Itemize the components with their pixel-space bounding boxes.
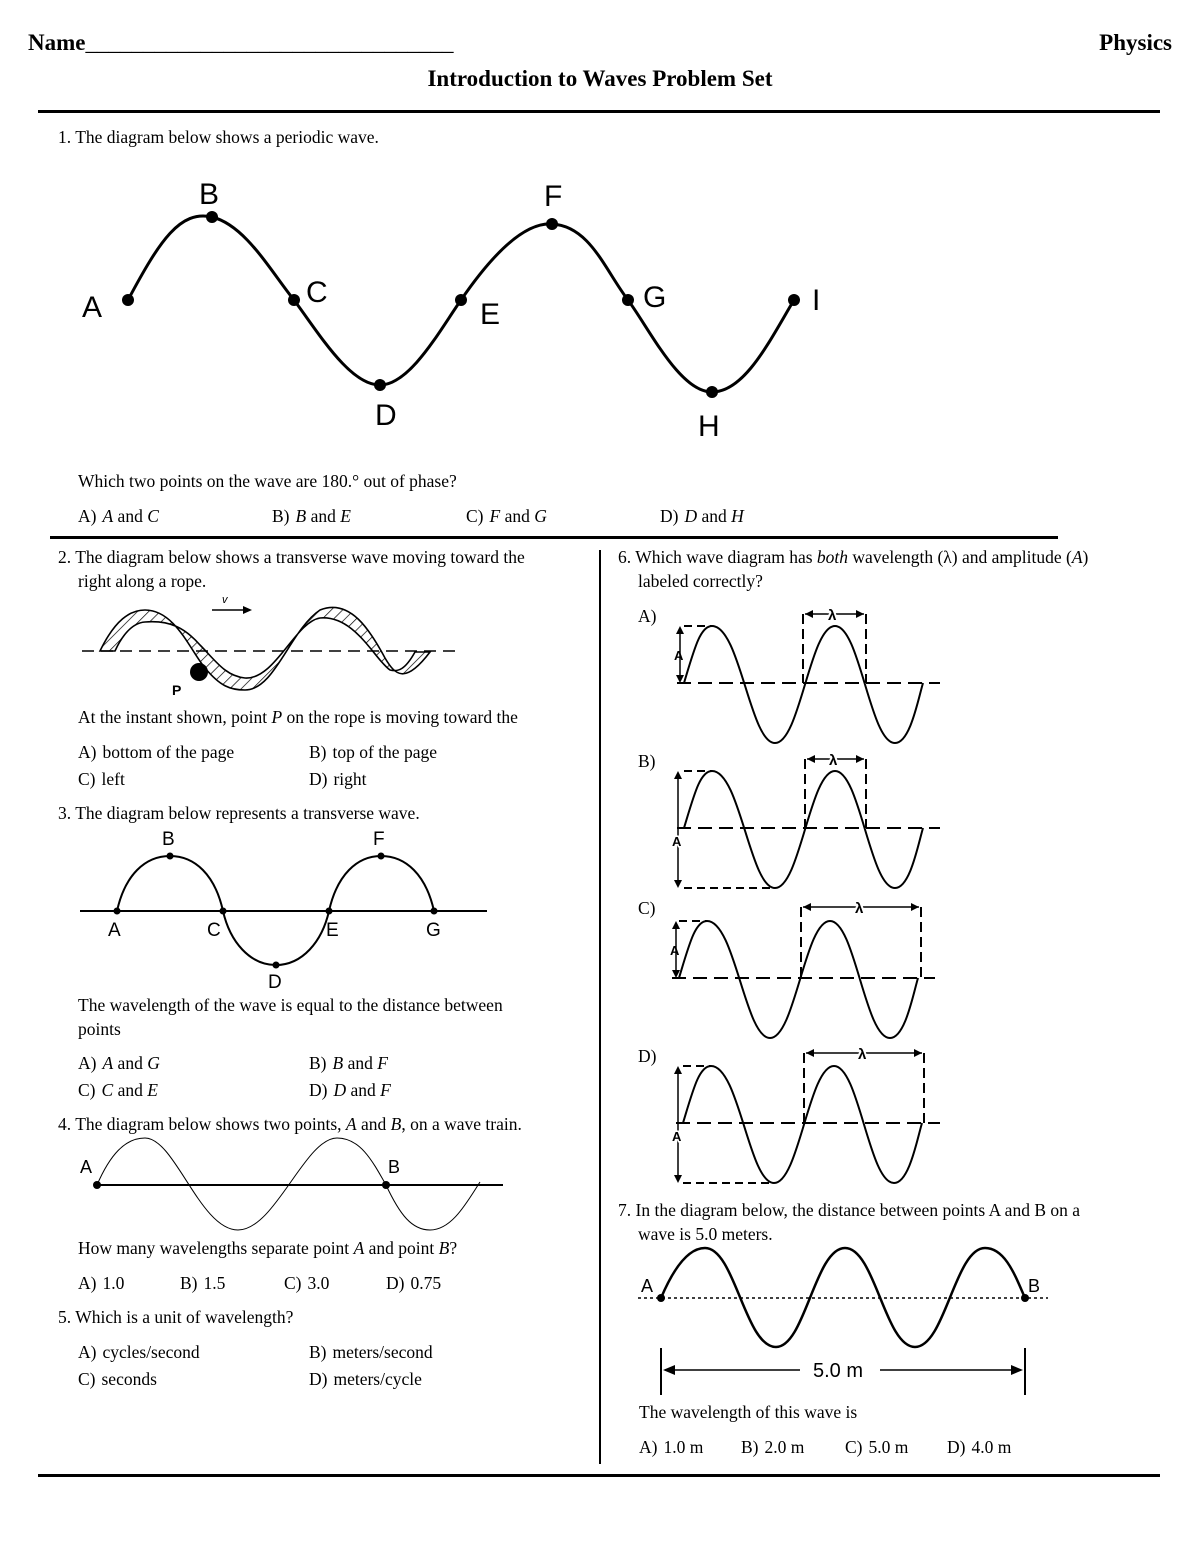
q6-option-d-lambda: λ [858,1046,867,1063]
q7-stem: 7. In the diagram below, the distance between points A and B on a wave is 5.0 meters. [618,1200,1081,1244]
q2-question: At the instant shown, point P on the rope is moving toward the [78,707,518,727]
q1-point-d [374,379,386,391]
q1-label-f: F [544,180,563,213]
q1-choice-c[interactable]: C) F and G [466,506,547,526]
q2-choice-d[interactable]: D) right [309,769,367,789]
q1-choice-a[interactable]: A) A and C [78,506,159,526]
q1-question: Which two points on the wave are 180.° out of phase? [78,471,457,491]
page-title: Introduction to Waves Problem Set [427,66,773,91]
q1-wave-diagram [0,0,1200,460]
q1-point-f [546,218,558,230]
q1-choice-d[interactable]: D) D and H [660,506,744,526]
q7-choice-c[interactable]: C) 5.0 m [845,1437,909,1457]
subject-label: Physics [1099,30,1172,55]
name-blank: ________________________________ [85,30,454,55]
q3-label-g: G [426,920,441,941]
q3-choice-a[interactable]: A) A and G [78,1053,160,1073]
q4-stem: 4. The diagram below shows two points, A and B, on a wave train. [58,1114,522,1134]
q6-option-a-lambda: λ [828,607,837,624]
q4-label-a: A [80,1157,93,1177]
q2-label-p: P [172,682,182,698]
q3-choice-d[interactable]: D) D and F [309,1080,391,1100]
q5-stem: 5. Which is a unit of wavelength? [58,1307,294,1327]
q7-choice-d[interactable]: D) 4.0 m [947,1437,1012,1457]
q1-point-g [622,294,634,306]
q3-label-c: C [207,920,221,941]
q1-label-h: H [698,410,720,443]
q3-label-d: D [268,972,282,993]
q5-choice-d[interactable]: D) meters/cycle [309,1369,422,1389]
q2-choice-b[interactable]: B) top of the page [309,742,437,762]
q5-choice-b[interactable]: B) meters/second [309,1342,433,1362]
q1-label-d: D [375,399,397,432]
q6-option-b-lambda: λ [829,752,838,769]
q7-wave-diagram [0,1240,1041,1400]
q7-label-a: A [641,1276,654,1296]
q3-question: The wavelength of the wave is equal to the distance between points [78,995,503,1039]
q2-stem: 2. The diagram below shows a transverse wave moving toward the right along a rope. [58,547,525,591]
q1-rule [50,536,1058,539]
q7-choice-b[interactable]: B) 2.0 m [741,1437,805,1457]
q3-label-a: A [108,920,121,941]
q1-points [122,211,800,398]
q7-distance-label: 5.0 m [813,1360,864,1382]
q6-stem: 6. Which wave diagram has both wavelength (λ) and amplitude (A) labeled correctly? [618,547,1089,591]
q6-option-b-label[interactable]: B) [638,751,656,771]
q1-label-i: I [812,284,821,317]
q4-choice-b[interactable]: B) 1.5 [180,1273,226,1293]
q5-choice-a[interactable]: A) cycles/second [78,1342,200,1362]
q3-label-e: E [326,920,339,941]
q6-option-b-amp: A [672,834,682,849]
q6-option-d-label[interactable]: D) [638,1046,657,1066]
q1-point-b [206,211,218,223]
q5-choice-c[interactable]: C) seconds [78,1369,157,1389]
q1-point-e [455,294,467,306]
q2-choice-a[interactable]: A) bottom of the page [78,742,235,762]
q6-option-b-diagram[interactable] [0,745,838,895]
q4-label-b: B [388,1157,401,1177]
q4-question: How many wavelengths separate point A and point B? [78,1238,458,1258]
q1-label-b: B [199,178,220,211]
q6-option-c-lambda: λ [855,900,864,917]
q7-question: The wavelength of this wave is [639,1402,858,1422]
q2-choice-c[interactable]: C) left [78,769,125,789]
q7-choice-a[interactable]: A) 1.0 m [639,1437,704,1457]
q6-option-c-diagram[interactable] [0,895,864,1045]
q3-stem: 3. The diagram below represents a transverse wave. [58,803,420,823]
q6-option-d-amp: A [672,1129,682,1144]
q7-point-a [657,1294,665,1302]
q2-velocity-label: v [222,594,228,606]
q6-option-c-label[interactable]: C) [638,898,656,918]
q1-label-g: G [643,281,667,314]
q6-option-d-diagram[interactable] [0,1040,867,1190]
q1-point-i [788,294,800,306]
q6-option-c-amp: A [670,943,680,958]
q3-choice-b[interactable]: B) B and F [309,1053,388,1073]
q1-choice-b[interactable]: B) B and E [272,506,351,526]
q4-choice-c[interactable]: C) 3.0 [284,1273,330,1293]
footer-rule [38,1474,1160,1477]
q1-point-c [288,294,300,306]
q1-label-e: E [480,298,501,331]
q4-choice-a[interactable]: A) 1.0 [78,1273,125,1293]
q7-label-b: B [1028,1276,1041,1296]
q3-label-f: F [373,829,385,850]
name-label: Name [28,30,86,55]
q3-label-b: B [162,829,175,850]
q1-label-a: A [82,291,103,324]
q6-option-a-diagram[interactable] [0,600,837,750]
q3-choice-c[interactable]: C) C and E [78,1080,158,1100]
q4-choice-d[interactable]: D) 0.75 [386,1273,442,1293]
q6-option-a-amp: A [674,648,684,663]
q1-point-h [706,386,718,398]
q1-point-a [122,294,134,306]
q6-option-a-label[interactable]: A) [638,606,657,626]
q1-stem: 1. The diagram below shows a periodic wave. [58,127,379,147]
q1-label-c: C [306,276,328,309]
